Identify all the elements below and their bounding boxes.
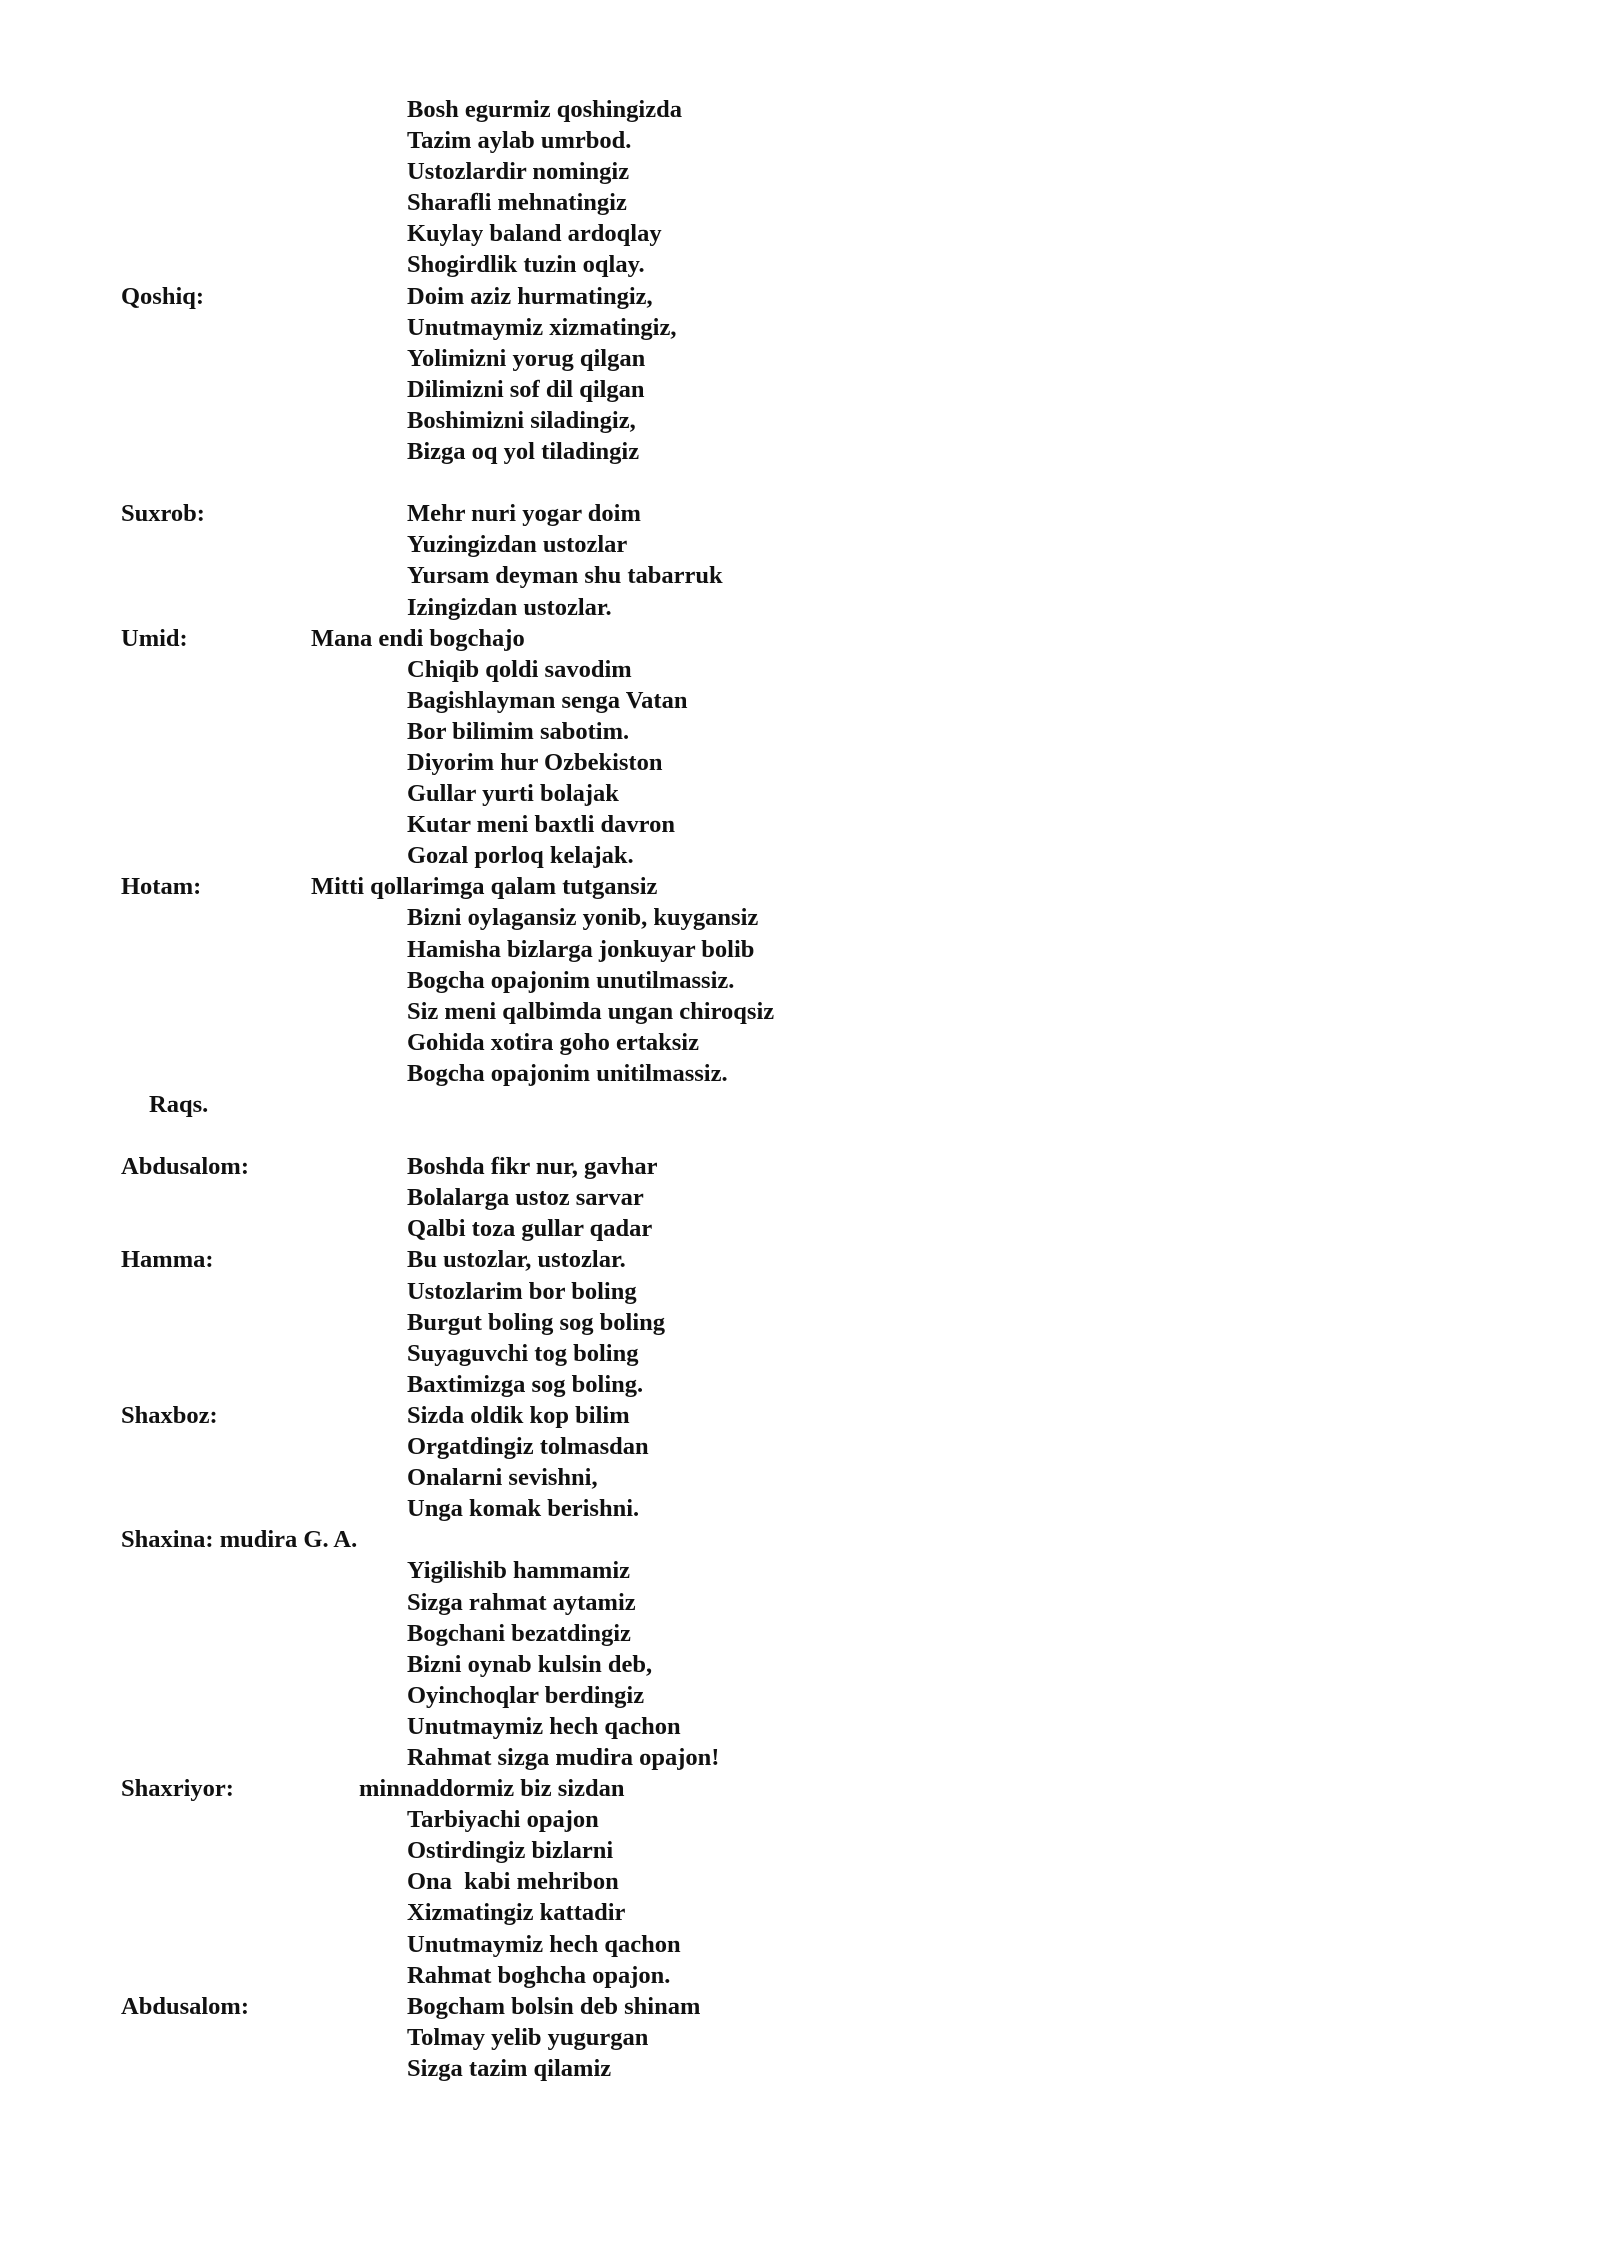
script-line <box>121 1307 1521 1338</box>
verse-text: Ustozlardir nomingiz <box>407 158 630 186</box>
verse-text: Kuylay baland ardoqlay <box>407 220 662 248</box>
speaker-label: Shaxboz: <box>121 1401 218 1429</box>
verse-text: Gozal porloq kelajak. <box>407 842 634 870</box>
verse-text: Oyinchoqlar berdingiz <box>407 1681 645 1709</box>
script-line <box>121 1929 1521 1960</box>
script-line <box>121 1244 1521 1275</box>
script-line <box>121 218 1521 249</box>
verse-text: Orgatdingiz tolmasdan <box>407 1433 649 1461</box>
script-line <box>121 1587 1521 1618</box>
blank-line <box>121 1120 1521 1151</box>
verse-text: Diyorim hur Ozbekiston <box>407 748 663 776</box>
verse-text: Rahmat sizga mudira opajon! <box>407 1743 720 1771</box>
verse-text: Unutmaymiz xizmatingiz, <box>407 313 677 341</box>
script-line <box>121 1555 1521 1586</box>
verse-text: Qalbi toza gullar qadar <box>407 1215 653 1243</box>
script-line <box>121 902 1521 933</box>
verse-text: Bogcha opajonim unutilmassiz. <box>407 966 735 994</box>
verse-text: Hamisha bizlarga jonkuyar bolib <box>407 935 755 963</box>
verse-text: Mana endi bogchajo <box>311 624 525 652</box>
verse-text: Chiqib qoldi savodim <box>407 655 632 683</box>
script-line <box>121 156 1521 187</box>
speaker-label: Raqs. <box>149 1091 209 1118</box>
verse-text: Bizni oylagansiz yonib, kuygansiz <box>407 904 759 932</box>
verse-text: Bogchani bezatdingiz <box>407 1619 631 1647</box>
script-line <box>121 1027 1521 1058</box>
verse-text: Sizga rahmat aytamiz <box>407 1588 636 1616</box>
speaker-label: Qoshiq: <box>121 282 205 310</box>
script-line <box>121 1276 1521 1307</box>
script-line <box>121 498 1521 529</box>
verse-text: Bizni oynab kulsin deb, <box>407 1650 653 1678</box>
script-line <box>121 1835 1521 1866</box>
script-line <box>121 996 1521 1027</box>
verse-text: Suyaguvchi tog boling <box>407 1339 639 1367</box>
speaker-label: Abdusalom: <box>121 1992 249 2020</box>
verse-text: Unutmaymiz hech qachon <box>407 1930 681 1958</box>
script-line <box>121 778 1521 809</box>
verse-text: Ustozlarim bor boling <box>407 1277 637 1305</box>
script-line <box>121 1649 1521 1680</box>
verse-text: Gullar yurti bolajak <box>407 780 619 808</box>
script-line <box>121 529 1521 560</box>
verse-text: Bolalarga ustoz sarvar <box>407 1184 644 1212</box>
verse-text: Xizmatingiz kattadir <box>407 1899 626 1927</box>
verse-text: Bosh egurmiz qoshingizda <box>407 96 682 123</box>
script-line <box>121 1369 1521 1400</box>
script-line <box>121 809 1521 840</box>
script-line <box>121 1991 1521 2022</box>
verse-text: Unutmaymiz hech qachon <box>407 1712 681 1740</box>
script-line <box>121 1960 1521 1991</box>
speaker-label: Hotam: <box>121 873 202 901</box>
script-line <box>121 871 1521 902</box>
verse-text: Shogirdlik tuzin oqlay. <box>407 251 645 279</box>
script-line <box>121 1742 1521 1773</box>
verse-text: Yursam deyman shu tabarruk <box>407 562 723 590</box>
script-line <box>121 312 1521 343</box>
verse-text: Sizda oldik kop bilim <box>407 1401 630 1429</box>
script-line <box>121 1524 1521 1555</box>
verse-text: Siz meni qalbimda ungan chiroqsiz <box>407 997 775 1025</box>
script-line <box>121 1058 1521 1089</box>
script-line <box>121 1182 1521 1213</box>
verse-text: Izingizdan ustozlar. <box>407 593 612 621</box>
script-line <box>121 685 1521 716</box>
verse-text: Gohida xotira goho ertaksiz <box>407 1028 699 1056</box>
script-line <box>121 1711 1521 1742</box>
verse-text: Doim aziz hurmatingiz, <box>407 282 653 310</box>
speaker-label: Suxrob: <box>121 500 205 528</box>
verse-text: Bogcham bolsin deb shinam <box>407 1992 701 2020</box>
script-line <box>121 840 1521 871</box>
verse-text: Ostirdingiz bizlarni <box>407 1837 614 1865</box>
script-line <box>121 623 1521 654</box>
verse-text: Tarbiyachi opajon <box>407 1806 599 1834</box>
script-line <box>121 1338 1521 1369</box>
script-line <box>121 560 1521 591</box>
verse-text: Yuzingizdan ustozlar <box>407 531 628 559</box>
blank-line <box>121 467 1521 498</box>
verse-text: Kutar meni baxtli davron <box>407 811 675 839</box>
verse-text: Tazim aylab umrbod. <box>407 127 632 155</box>
script-line <box>121 1493 1521 1524</box>
script-line <box>121 436 1521 467</box>
verse-text: Mehr nuri yogar doim <box>407 500 641 528</box>
verse-text: Sizga tazim qilamiz <box>407 2054 612 2082</box>
verse-text: Ona kabi mehribon <box>407 1868 619 1896</box>
script-line <box>121 716 1521 747</box>
script-line <box>121 1804 1521 1835</box>
verse-text: Bagishlayman senga Vatan <box>407 686 688 714</box>
script-line <box>121 281 1521 312</box>
script-line <box>121 1773 1521 1804</box>
verse-text: Onalarni sevishni, <box>407 1464 598 1492</box>
script-line <box>121 1680 1521 1711</box>
script-line <box>121 1431 1521 1462</box>
script-line <box>121 94 1521 125</box>
script-line <box>121 1897 1521 1928</box>
script-line <box>121 934 1521 965</box>
verse-text: Bu ustozlar, ustozlar. <box>407 1246 626 1274</box>
speaker-label: Shaxriyor: <box>121 1775 234 1803</box>
script-line <box>121 2053 1521 2084</box>
script-line <box>121 592 1521 623</box>
verse-text: Boshda fikr nur, gavhar <box>407 1153 658 1181</box>
verse-text: Mitti qollarimga qalam tutgansiz <box>311 873 658 901</box>
script-line <box>121 1462 1521 1493</box>
verse-text: Baxtimizga sog boling. <box>407 1370 644 1398</box>
verse-text: Burgut boling sog boling <box>407 1308 666 1336</box>
verse-text: Bor bilimim sabotim. <box>407 717 630 745</box>
script-line <box>121 1151 1521 1182</box>
speaker-label: Hamma: <box>121 1246 214 1274</box>
script-line <box>121 747 1521 778</box>
verse-text: Unga komak berishni. <box>407 1495 640 1523</box>
verse-text: Boshimizni siladingiz, <box>407 406 636 434</box>
script-line <box>121 343 1521 374</box>
verse-text: Yigilishib hammamiz <box>407 1557 631 1585</box>
script-line <box>121 654 1521 685</box>
script-line <box>121 405 1521 436</box>
script-line <box>121 1618 1521 1649</box>
script-line <box>121 187 1521 218</box>
script-line <box>121 2022 1521 2053</box>
script-line <box>121 249 1521 280</box>
verse-text: Sharafli mehnatingiz <box>407 189 627 217</box>
script-line <box>121 374 1521 405</box>
script-line <box>121 965 1521 996</box>
script-line <box>121 1400 1521 1431</box>
verse-text: Bizga oq yol tiladingiz <box>407 438 640 466</box>
script-line <box>121 1089 1521 1120</box>
verse-text: Bogcha opajonim unitilmassiz. <box>407 1059 728 1087</box>
script-line <box>121 1866 1521 1897</box>
verse-text: Rahmat boghcha opajon. <box>407 1961 671 1989</box>
verse-text: minnaddormiz biz sizdan <box>359 1775 625 1803</box>
script-line <box>121 1213 1521 1244</box>
speaker-label: Abdusalom: <box>121 1153 249 1181</box>
speaker-label: Umid: <box>121 624 188 652</box>
verse-text: Yolimizni yorug qilgan <box>407 344 646 372</box>
verse-text: Tolmay yelib yugurgan <box>407 2023 649 2051</box>
verse-text: Dilimizni sof dil qilgan <box>407 375 645 403</box>
speaker-label: Shaxina: mudira G. A. <box>121 1526 358 1554</box>
script-line <box>121 125 1521 156</box>
script-text <box>121 94 1521 2084</box>
